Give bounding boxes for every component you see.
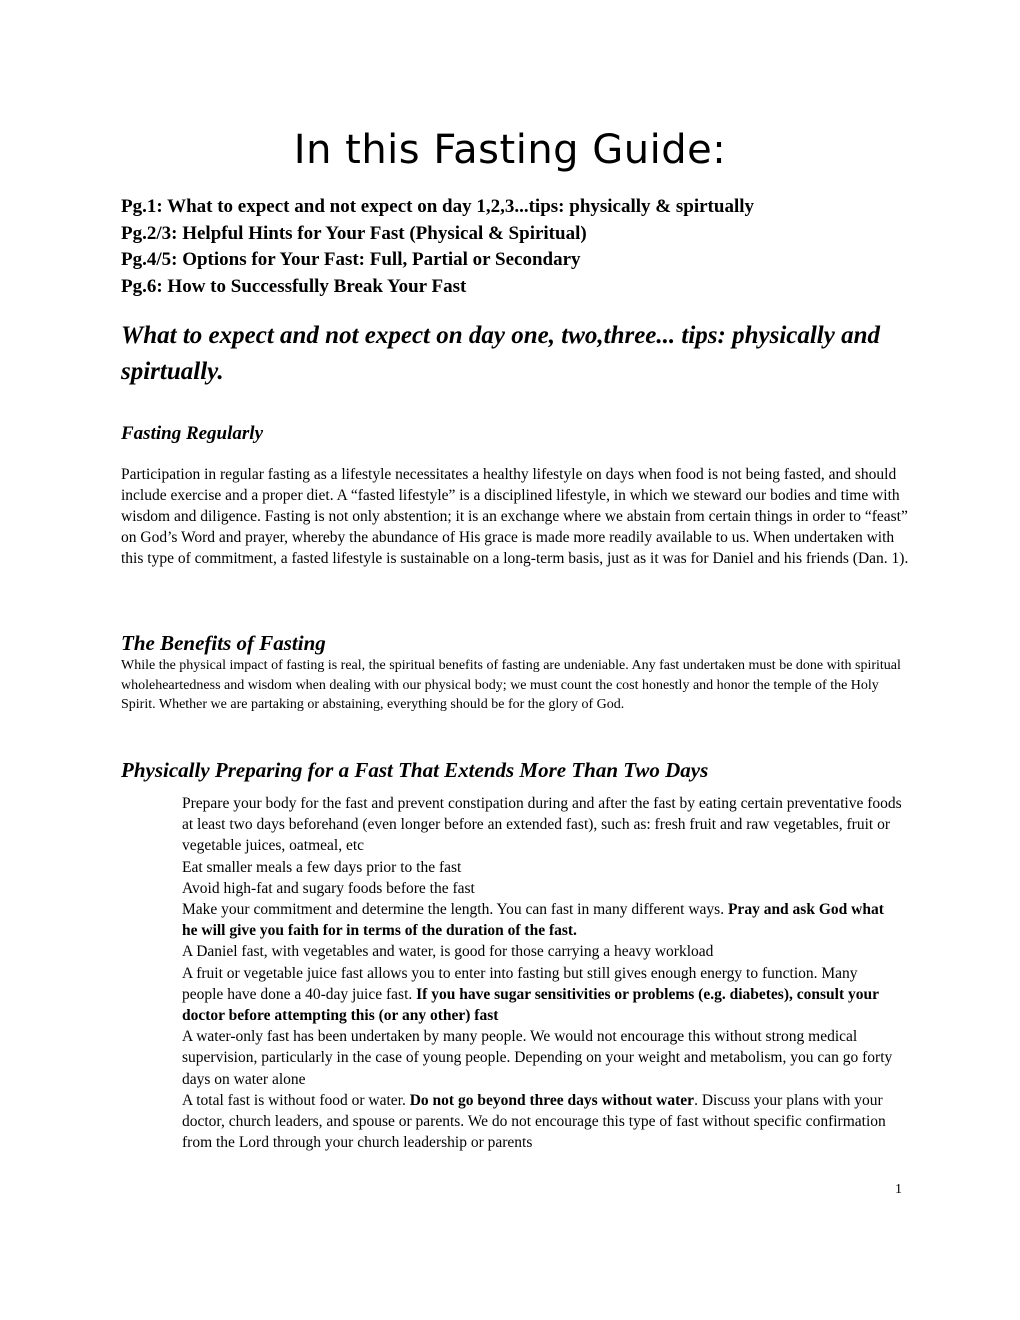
preparing-list <box>182 793 902 1153</box>
table-of-contents <box>121 194 911 300</box>
item-text: Prepare your body for the fast and prevent constipation during and after the fast by eating certain preventative foods at least two days beforehand (even longer before an extended fast), such as: fresh fruit and raw vegetables, fruit or vegetable juices, oatmeal, etc <box>182 795 902 855</box>
toc-item: Pg.4/5: Options for Your Fast: Full, Partial or Secondary <box>121 249 581 270</box>
item-bold-text: Do not go beyond three days without water <box>409 1091 695 1109</box>
list-item <box>182 857 902 878</box>
list-item <box>182 899 902 941</box>
item-text: Make your commitment and determine the length. You can fast in many different ways. <box>182 901 728 919</box>
item-text: A water-only fast has been undertaken by many people. We would not encourage this without strong medical supervision, particularly in the case of young people. Depending on your weight and metabolism, you can go forty days on water alone <box>182 1028 893 1088</box>
list-item <box>182 963 902 1027</box>
item-text: A total fast is without food or water. <box>182 1091 410 1109</box>
page-number: 1 <box>895 1182 902 1197</box>
list-item <box>182 878 902 899</box>
benefits-heading: The Benefits of Fasting <box>121 631 326 655</box>
page-title: In this Fasting Guide: <box>293 127 727 173</box>
list-item <box>182 941 902 962</box>
preparing-heading: Physically Preparing for a Fast That Extends More Than Two Days <box>121 758 709 782</box>
toc-item: Pg.1: What to expect and not expect on day 1,2,3...tips: physically & spirtually <box>121 196 755 217</box>
item-text: Avoid high-fat and sugary foods before the fast <box>182 879 475 897</box>
item-text: A Daniel fast, with vegetables and water, is good for those carrying a heavy workload <box>182 943 714 961</box>
benefits-paragraph: While the physical impact of fasting is real, the spiritual benefits of fasting are undeniable. Any fast undertaken must be done with spiritual wholeheartedness and wisdom when dealing with our physical body; we must count the cost honestly and honor the temple of the Holy Spirit. Whether we are partaking or abstaining, everything should be for the glory of God. <box>121 658 901 712</box>
fasting-regularly-heading: Fasting Regularly <box>121 423 263 444</box>
list-item <box>182 793 902 857</box>
list-item <box>182 1090 902 1154</box>
toc-item: Pg.6: How to Successfully Break Your Fast <box>121 275 467 297</box>
section-heading: What to expect and not expect on day one, two,three... tips: physically and spirtually. <box>121 322 880 385</box>
toc-item: Pg.2/3: Helpful Hints for Your Fast (Physical & Spiritual) <box>121 222 587 244</box>
item-bold-text: Pray and ask God what he will give you faith for in terms of the duration of the fast. <box>182 901 884 940</box>
fasting-regularly-paragraph: Participation in regular fasting as a lifestyle necessitates a healthy lifestyle on days when food is not being fasted, and should include exercise and a proper diet. A “fasted lifestyle” is a disciplined lifestyle, in which we steward our bodies and time with wisdom and diligence. Fasting is not only abstention; it is an exchange where we abstain from certain things in order to “feast” on God’s Word and prayer, whereby the abundance of His grace is made more readily available to us. When undertaken with this type of commitment, a fasted lifestyle is sustainable on a long-term basis, just as it was for Daniel and his friends (Dan. 1). <box>121 466 909 567</box>
item-text: Eat smaller meals a few days prior to the fast <box>182 858 462 876</box>
item-bold-text: If you have sugar sensitivities or problems (e.g. diabetes), consult your doctor before attempting this (or any other) fast <box>182 985 879 1025</box>
item-text: A fruit or vegetable juice fast allows you to enter into fasting but still gives enough energy to function. Many people have done a 40-day juice fast. <box>182 964 858 1003</box>
item-after-text: . Discuss your plans with your doctor, church leaders, and spouse or parents. We do not encourage this type of fast without specific confirmation from the Lord through your church leadership or parents <box>182 1091 886 1152</box>
list-item <box>182 1026 902 1090</box>
